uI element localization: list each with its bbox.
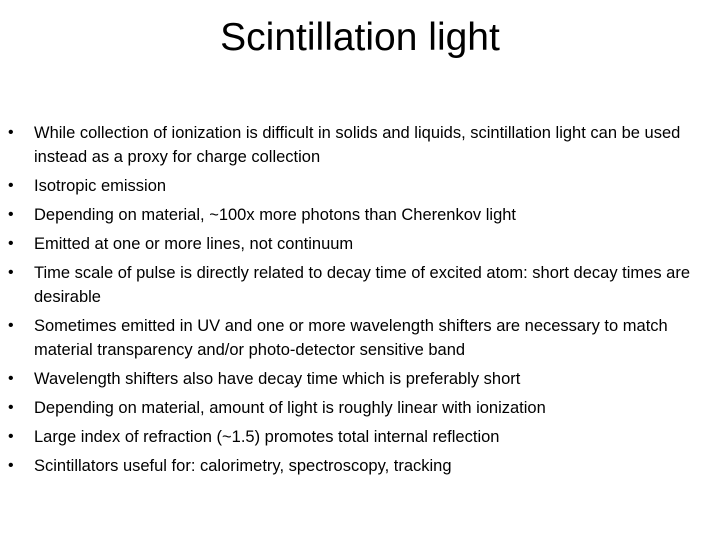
bullet-icon: •	[8, 370, 14, 387]
bullet-icon: •	[8, 124, 14, 141]
bullet-icon: •	[8, 428, 14, 445]
list-item	[8, 203, 708, 227]
bullet-text: Emitted at one or more lines, not continuum	[34, 235, 354, 253]
list-item	[8, 314, 708, 362]
list-item	[8, 174, 708, 198]
bullet-icon: •	[8, 177, 14, 194]
bullet-icon: •	[8, 264, 14, 281]
list-item	[8, 454, 708, 478]
bullet-text: While collection of ionization is difficult in solids and liquids, scintillation light can be used instead as a proxy for charge collection	[34, 124, 681, 166]
bullet-text: Time scale of pulse is directly related to decay time of excited atom: short decay times are desirable	[34, 264, 691, 306]
bullet-icon: •	[8, 206, 14, 223]
bullet-text: Wavelength shifters also have decay time which is preferably short	[34, 370, 521, 388]
bullet-text: Depending on material, amount of light is roughly linear with ionization	[34, 399, 546, 417]
list-item	[8, 232, 708, 256]
slide-title: Scintillation light	[220, 16, 500, 59]
list-item	[8, 367, 708, 391]
bullet-text: Isotropic emission	[34, 177, 167, 195]
bullet-text: Depending on material, ~100x more photons than Cherenkov light	[34, 206, 517, 224]
list-item	[8, 121, 708, 169]
bullet-list	[8, 121, 708, 483]
bullet-icon: •	[8, 399, 14, 416]
bullet-icon: •	[8, 235, 14, 252]
bullet-text: Scintillators useful for: calorimetry, spectroscopy, tracking	[34, 457, 452, 475]
list-item	[8, 261, 708, 309]
list-item	[8, 425, 708, 449]
bullet-text: Large index of refraction (~1.5) promotes total internal reflection	[34, 428, 500, 446]
bullet-text: Sometimes emitted in UV and one or more wavelength shifters are necessary to match material transparency and/or photo-detector sensitive band	[34, 317, 668, 359]
bullet-icon: •	[8, 317, 14, 334]
list-item	[8, 396, 708, 420]
bullet-icon: •	[8, 457, 14, 474]
